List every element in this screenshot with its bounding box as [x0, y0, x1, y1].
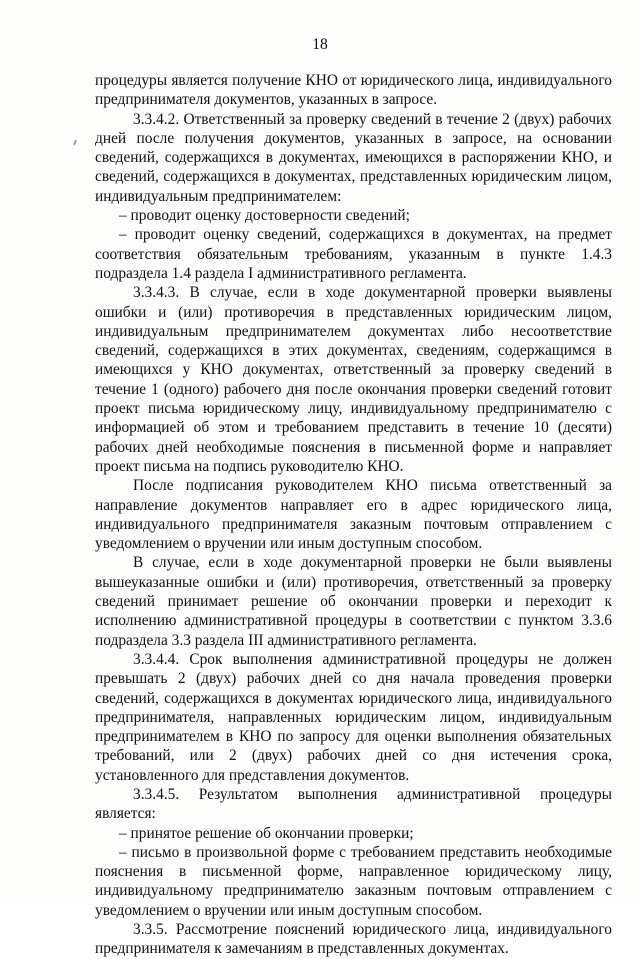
paragraph: 3.3.4.2. Ответственный за проверку сведений в течение 2 (двух) рабочих дней после получения документов, указанных в запросе, на основании сведений, содержащихся в документах, имеющихся в распоряжении КНО, и сведений, содержащихся в документах, представленных юридическим лицом, индивидуальным предпринимателем: — [95, 110, 612, 205]
paragraph: 3.3.4.3. В случае, если в ходе документарной проверки выявлены ошибки и (или) противоречия в представленных юридическим лицом, индивидуальным предпринимателем документах либо несоответствие сведений, содержащихся в этих документах, сведениям, содержащимся в имеющихся у КНО документах, ответственный за проверку сведений в течение 1 (одного) рабочего дня после окончания проверки сведений готовит проект письма юридическому лицу, индивидуальному предпринимателю с информацией об этом и требованием представить в течение 10 (десяти) рабочих дней необходимые пояснения в письменной форме и направляет проект письма на подпись руководителю КНО. — [95, 284, 612, 475]
scan-artifact — [73, 140, 77, 145]
paragraph: 3.3.5. Рассмотрение пояснений юридического лица, индивидуального предпринимателя к замечаниям в представленных документах. — [95, 921, 612, 958]
list-item: – проводит оценку достоверности сведений; — [119, 207, 410, 225]
list-item: – письмо в произвольной форме с требованием представить необходимые пояснения в письменной форме, направленное юридическому лицу, индивидуальному предпринимателю заказным почтовым отправлением с уведомлением о вручении или иным доступным способом. — [95, 843, 612, 919]
paragraph: 3.3.4.4. Срок выполнения административной процедуры не должен превышать 2 (двух) рабочих дней со дня начала проведения проверки сведений, содержащихся в документах юридического лица, индивидуального предпринимателя, направленных юридическим лицом, индивидуальным предпринимателем в КНО по запросу для оценки выполнения обязательных требований, или 2 (двух) рабочих дней со дня истечения срока, установленного для представления документов. — [95, 650, 612, 784]
list-item: – проводит оценку сведений, содержащихся в документах, на предмет соответствия обязательным требованиям, указанным в пункте 1.4.3 подраздела 1.4 раздела I административного регламента. — [95, 226, 612, 282]
document-body — [95, 71, 612, 959]
list-item: – принятое решение об окончании проверки; — [119, 824, 414, 842]
paragraph: 3.3.4.5. Результатом выполнения административной процедуры является: — [95, 785, 612, 823]
paragraph: После подписания руководителем КНО письма ответственный за направление документов направляет его в адрес юридического лица, индивидуального предпринимателя заказным почтовым отправлением с уведомлением о вручении или иным доступным способом. — [95, 477, 612, 553]
page-number: 18 — [312, 36, 328, 53]
paragraph: процедуры является получение КНО от юридического лица, индивидуального предпринимателя документов, указанных в запросе. — [95, 72, 612, 109]
paragraph: В случае, если в ходе документарной проверки не были выявлены вышеуказанные ошибки и (или) противоречия, ответственный за проверку сведений принимает решение об окончании проверки и переходит к исполнению административной процедуры в соответствии с пунктом 3.3.6 подраздела 3.3 раздела III административного регламента. — [95, 554, 612, 649]
